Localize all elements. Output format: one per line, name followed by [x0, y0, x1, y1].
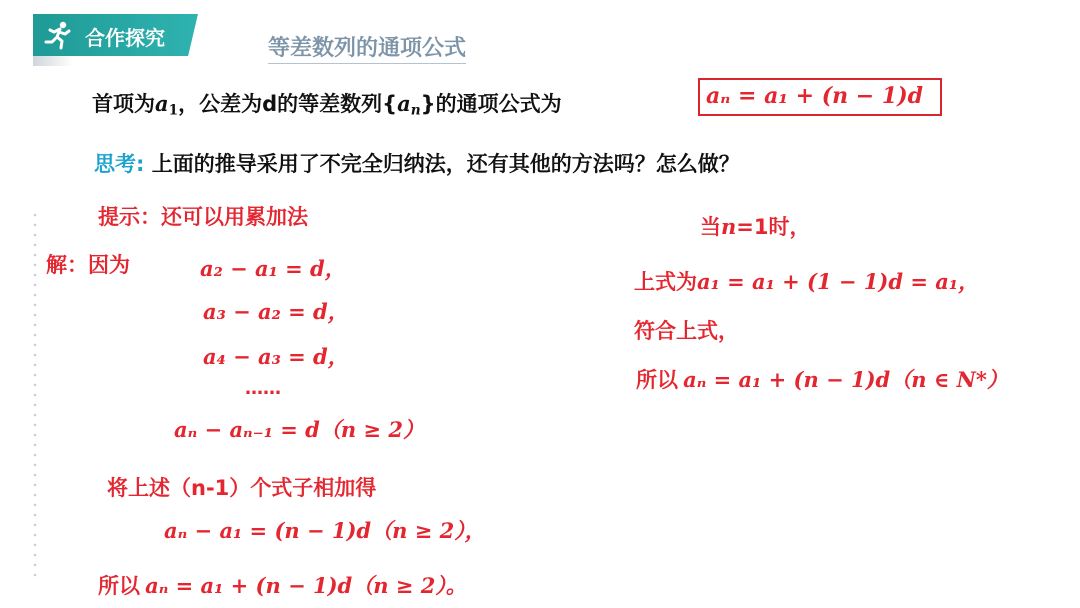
when-suffix: =1时，: [736, 215, 811, 239]
equation-n: aₙ − aₙ₋₁ = d（n ≥ 2）: [174, 417, 424, 442]
statement-suffix: }的通项公式为: [420, 92, 562, 116]
conclusion-prefix: 所以: [98, 574, 140, 598]
solution-label: 解：因为: [46, 253, 130, 277]
matches-text: 符合上式，: [634, 319, 739, 343]
final-line: [636, 364, 1008, 394]
final-prefix: 所以: [636, 368, 678, 392]
dotted-divider: [33, 210, 37, 580]
think-label: 思考:: [94, 152, 145, 176]
conclusion-equation: aₙ = a₁ + (n − 1)d（n ≥ 2）。: [145, 573, 467, 598]
think-text: 上面的推导采用了不完全归纳法，还有其他的方法吗？怎么做？: [151, 152, 740, 176]
statement-prefix: 首项为: [92, 92, 155, 116]
conclusion-line: [98, 570, 467, 600]
badge-label: 合作探究: [85, 26, 165, 50]
a1-symbol: $a_1$: [155, 91, 179, 119]
substitution-prefix: 上式为: [634, 270, 697, 294]
section-badge: [33, 14, 198, 56]
slide-title: 等差数列的通项公式: [268, 31, 466, 64]
substitution-equation: a₁ = a₁ + (1 − 1)d = a₁，: [697, 269, 980, 294]
when-var: n: [721, 214, 737, 239]
final-equation: aₙ = a₁ + (n − 1)d（n ∈ N*）: [683, 367, 1008, 392]
badge-tail: [33, 56, 73, 66]
equation-2: a₃ − a₂ = d，: [203, 299, 349, 324]
when-prefix: 当: [700, 215, 721, 239]
an-symbol: $a_n$: [397, 91, 421, 119]
substitution-line: [634, 266, 979, 296]
equation-1: a₂ − a₁ = d，: [200, 256, 346, 281]
equation-3: a₄ − a₃ = d，: [203, 344, 349, 369]
when-n-equals-1: [700, 211, 811, 241]
sum-text: 将上述（n-1）个式子相加得: [107, 476, 377, 500]
statement-line: [92, 88, 562, 118]
boxed-formula: aₙ = a₁ + (n − 1)d: [706, 83, 923, 109]
hint-text: 提示：还可以用累加法: [98, 205, 308, 229]
ellipsis: ……: [245, 378, 281, 399]
think-line: [94, 148, 740, 178]
sum-equation: aₙ − a₁ = (n − 1)d（n ≥ 2），: [164, 518, 486, 543]
running-person-icon: [43, 20, 73, 50]
statement-middle: ，公差为d的等差数列{: [178, 92, 398, 116]
